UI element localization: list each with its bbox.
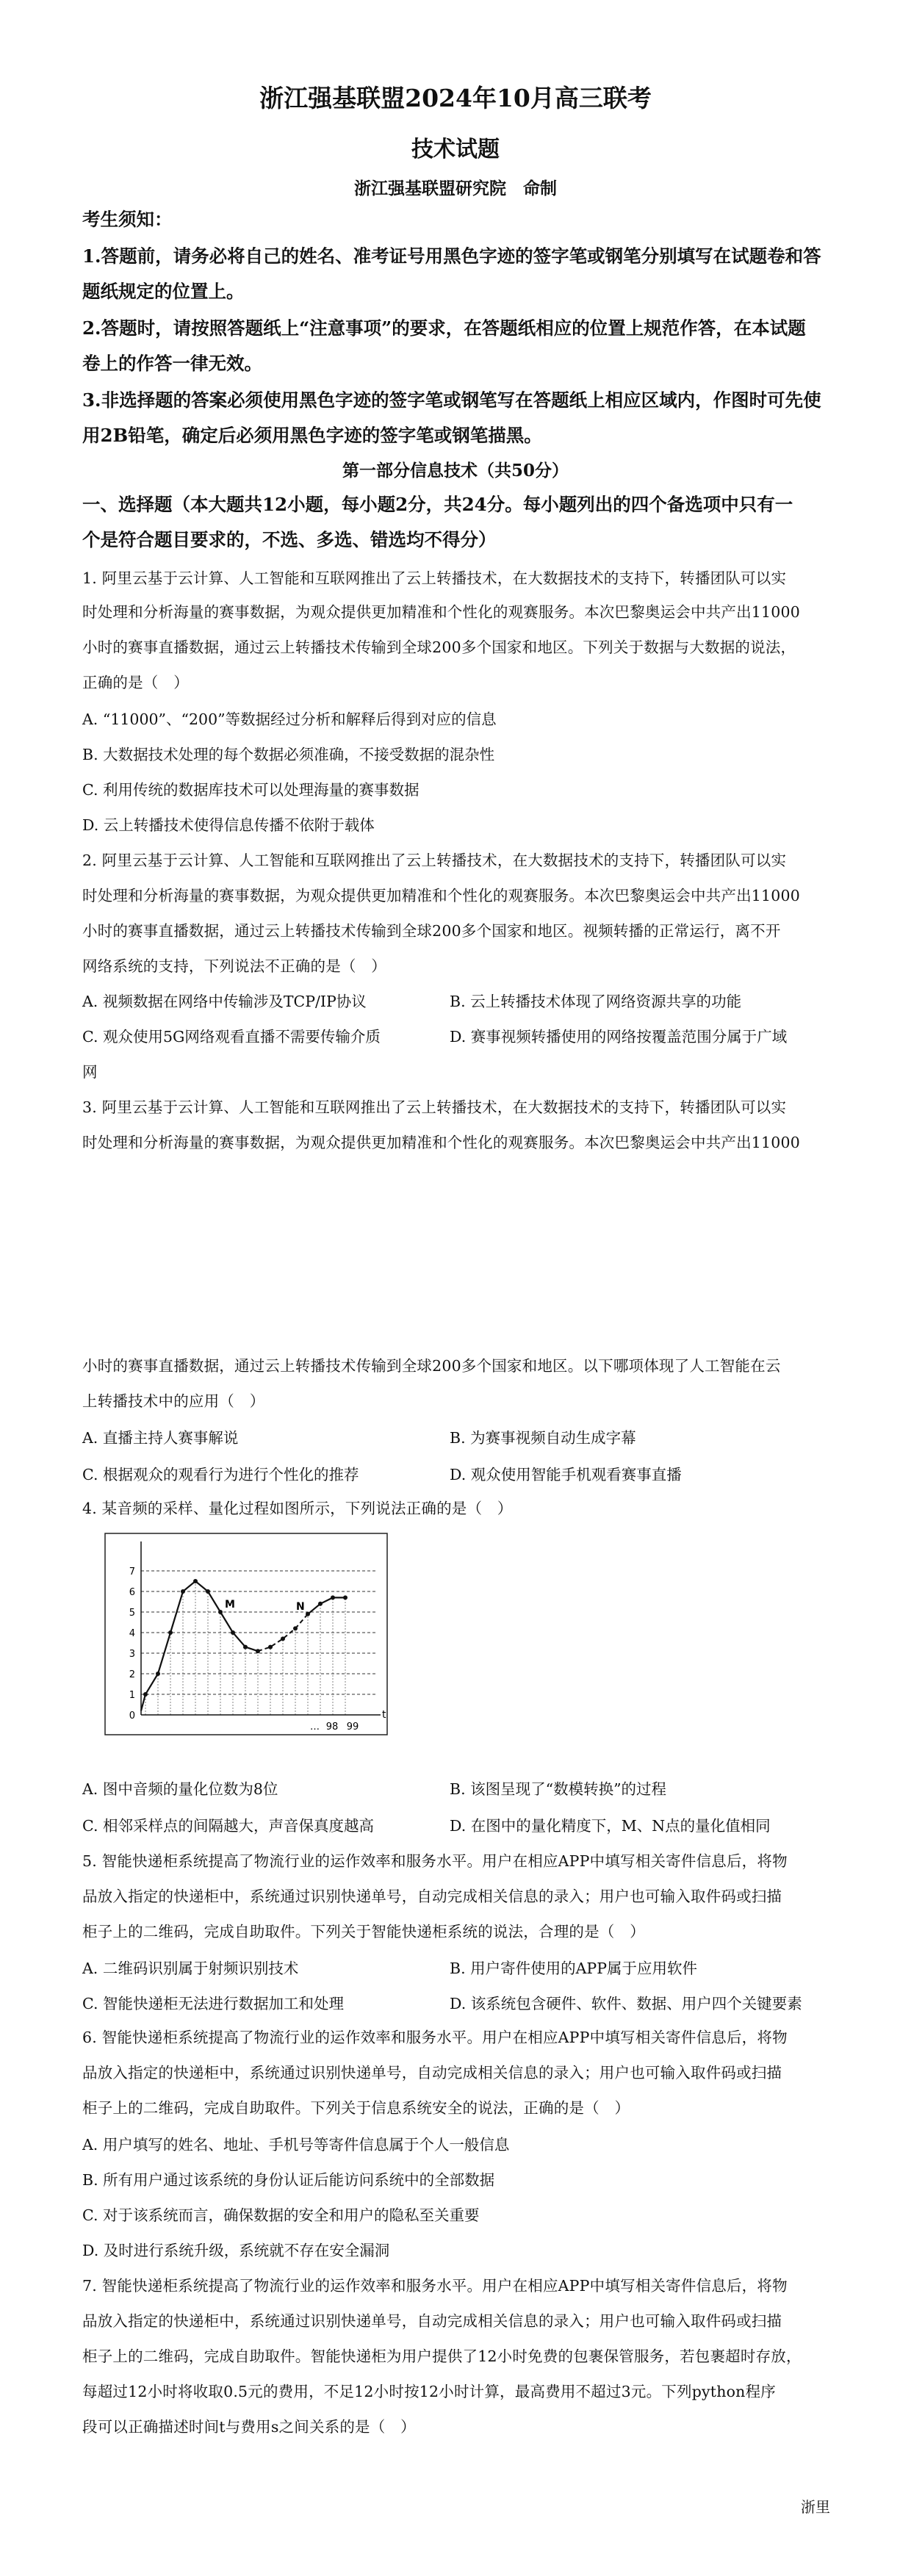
question-1-option-c: C. 利用传统的数据库技术可以处理海量的赛事数据 [82, 781, 420, 799]
question-5-option-a: A. 二维码识别属于射频识别技术 [82, 1960, 299, 1977]
sample-point [218, 1610, 223, 1614]
question-1-text: 小时的赛事直播数据，通过云上转播技术传输到全球200多个国家和地区。下列关于数据与大数据的说法， [82, 638, 796, 656]
annotation-label: N [296, 1600, 305, 1613]
sample-point [156, 1672, 160, 1676]
question-6-option-c: C. 对于该系统而言，确保数据的安全和用户的隐私至关重要 [82, 2206, 480, 2224]
sample-point [231, 1630, 235, 1635]
question-1-option-b: B. 大数据技术处理的每个数据必须准确，不接受数据的混杂性 [82, 746, 495, 763]
notice-line: 题纸规定的位置上。 [82, 281, 245, 302]
sample-point [306, 1612, 310, 1616]
author-line: 浙江强基联盟研究院 命制 [354, 179, 557, 198]
signal-curve-solid [141, 1581, 258, 1710]
y-tick-label: 7 [129, 1566, 135, 1577]
x-tick-label: 98 [325, 1721, 339, 1733]
sample-point [293, 1626, 298, 1630]
question-6-option-a: A. 用户填写的姓名、地址、手机号等寄件信息属于个人一般信息 [82, 2136, 510, 2154]
question-7-text: 7. 智能快递柜系统提高了物流行业的运作效率和服务水平。用户在相应APP中填写相关寄件信息后，将物 [82, 2277, 788, 2295]
question-1-text: 时处理和分析海量的赛事数据，为观众提供更加精准和个性化的观赛服务。本次巴黎奥运会中共产出11000 [82, 603, 801, 621]
question-7-text: 段可以正确描述时间t与费用s之间关系的是（ ） [82, 2418, 416, 2436]
question-1-option-a: A. “11000”、“200”等数据经过分析和解释后得到对应的信息 [82, 710, 497, 728]
question-2-text: 网络系统的支持，下列说法不正确的是（ ） [82, 957, 386, 975]
part1-title: 第一部分信息技术（共50分） [342, 461, 569, 481]
y-tick-label: 2 [129, 1669, 135, 1680]
y-tick-label: 1 [129, 1690, 135, 1701]
annotation-label: M [225, 1599, 235, 1611]
question-3-text: 上转播技术中的应用（ ） [82, 1392, 265, 1410]
exam-title: 浙江强基联盟2024年10月高三联考 [259, 84, 652, 112]
question-3-option-c: C. 根据观众的观看行为进行个性化的推荐 [82, 1466, 359, 1483]
y-tick-label: 5 [129, 1608, 135, 1619]
question-7-text: 每超过12小时将收取0.5元的费用，不足12小时按12小时计算，最高费用不超过3元。下列python程序 [82, 2383, 776, 2400]
question-5-text: 5. 智能快递柜系统提高了物流行业的运作效率和服务水平。用户在相应APP中填写相关寄件信息后，将物 [82, 1852, 788, 1870]
question-2-option-b: B. 云上转播技术体现了网络资源共享的功能 [450, 993, 742, 1010]
x-tick-label: 99 [346, 1721, 359, 1733]
notice-heading: 考生须知： [82, 209, 173, 230]
chart-frame [105, 1533, 387, 1735]
page-footer: 浙里 [801, 2498, 830, 2516]
question-2-option-d: D. 赛事视频转播使用的网络按覆盖范围分属于广域 [450, 1028, 788, 1046]
notice-line: 3.非选择题的答案必须使用黑色字迹的签字笔或钢笔写在答题纸上相应区域内，作图时可先使 [82, 389, 821, 411]
question-1-text: 正确的是（ ） [82, 674, 189, 691]
subject-title: 技术试题 [411, 137, 500, 162]
question-3-option-d: D. 观众使用智能手机观看赛事直播 [450, 1466, 682, 1483]
notice-line: 2.答题时，请按照答题纸上“注意事项”的要求，在答题纸相应的位置上规范作答，在本试题 [82, 317, 806, 339]
sampling-chart [103, 1531, 389, 1737]
x-axis-label: t [382, 1709, 386, 1721]
question-7-text: 柜子上的二维码，完成自助取件。智能快递柜为用户提供了12小时免费的包裹保管服务，若包裹超时存放， [82, 2347, 802, 2365]
question-2-text: 2. 阿里云基于云计算、人工智能和互联网推出了云上转播技术，在大数据技术的支持下，转播团队可以实 [82, 852, 787, 869]
question-2-option-a: A. 视频数据在网络中传输涉及TCP/IP协议 [82, 993, 367, 1010]
question-1-option-d: D. 云上转播技术使得信息传播不依附于载体 [82, 816, 375, 834]
sample-point [256, 1649, 260, 1653]
sample-point [143, 1692, 148, 1697]
chart-curve [141, 1581, 345, 1710]
question-2-option-d-cont: 网 [82, 1063, 98, 1081]
question-4-option-d: D. 在图中的量化精度下，M、N点的量化值相同 [450, 1817, 771, 1835]
question-3-option-b: B. 为赛事视频自动生成字幕 [450, 1429, 636, 1447]
question-2-option-c: C. 观众使用5G网络观看直播不需要传输介质 [82, 1028, 381, 1046]
sample-point [281, 1636, 285, 1641]
sample-point [206, 1589, 210, 1594]
sample-point [331, 1595, 335, 1600]
question-6-text: 柜子上的二维码，完成自助取件。下列关于信息系统安全的说法，正确的是（ ） [82, 2099, 630, 2117]
section-heading: 个是符合题目要求的，不选、多选、错选均不得分） [82, 529, 497, 550]
notice-line: 用2B铅笔，确定后必须用黑色字迹的签字笔或钢笔描黑。 [82, 425, 542, 446]
x-ellipsis: … [310, 1721, 320, 1733]
question-3-option-a: A. 直播主持人赛事解说 [82, 1429, 239, 1447]
question-5-text: 品放入指定的快递柜中，系统通过识别快递单号，自动完成相关信息的录入；用户也可输入取件码或扫描 [82, 1888, 782, 1905]
y-tick-label: 3 [129, 1649, 135, 1660]
question-6-option-d: D. 及时进行系统升级，系统就不存在安全漏洞 [82, 2242, 390, 2259]
sample-point [243, 1645, 248, 1649]
sample-point [193, 1579, 198, 1583]
question-7-text: 品放入指定的快递柜中，系统通过识别快递单号，自动完成相关信息的录入；用户也可输入取件码或扫描 [82, 2312, 782, 2330]
sample-point [181, 1589, 185, 1594]
question-1-text: 1. 阿里云基于云计算、人工智能和互联网推出了云上转播技术，在大数据技术的支持下，转播团队可以实 [82, 569, 787, 587]
question-5-option-d: D. 该系统包含硬件、软件、数据、用户四个关键要素 [450, 1995, 802, 2012]
question-6-text: 6. 智能快递柜系统提高了物流行业的运作效率和服务水平。用户在相应APP中填写相关寄件信息后，将物 [82, 2029, 788, 2046]
sample-point [268, 1645, 273, 1649]
y-tick-label: 6 [129, 1587, 135, 1598]
question-4-text: 4. 某音频的采样、量化过程如图所示，下列说法正确的是（ ） [82, 1500, 513, 1517]
question-4-option-a: A. 图中音频的量化位数为8位 [82, 1780, 278, 1798]
y-tick-label: 0 [129, 1710, 135, 1721]
notice-line: 1.答题前，请务必将自己的姓名、准考证号用黑色字迹的签字笔或钢笔分别填写在试题卷和答 [82, 245, 821, 267]
question-2-text: 小时的赛事直播数据，通过云上转播技术传输到全球200多个国家和地区。视频转播的正常运行，离不开 [82, 922, 781, 940]
question-6-option-b: B. 所有用户通过该系统的身份认证后能访问系统中的全部数据 [82, 2171, 495, 2189]
chart-axes [141, 1541, 381, 1715]
y-tick-label: 4 [129, 1628, 135, 1639]
question-3-text: 时处理和分析海量的赛事数据，为观众提供更加精准和个性化的观赛服务。本次巴黎奥运会中共产出11000 [82, 1134, 801, 1151]
chart-grid [141, 1571, 376, 1715]
sample-point [168, 1630, 173, 1635]
question-2-text: 时处理和分析海量的赛事数据，为观众提供更加精准和个性化的观赛服务。本次巴黎奥运会中共产出11000 [82, 887, 801, 904]
question-4-option-c: C. 相邻采样点的间隔越大，声音保真度越高 [82, 1817, 374, 1835]
question-5-option-c: C. 智能快递柜无法进行数据加工和处理 [82, 1995, 344, 2012]
question-3-text: 小时的赛事直播数据，通过云上转播技术传输到全球200多个国家和地区。以下哪项体现了人工智能在云 [82, 1357, 781, 1375]
signal-curve-solid [308, 1597, 345, 1613]
question-5-text: 柜子上的二维码，完成自助取件。下列关于智能快递柜系统的说法，合理的是（ ） [82, 1923, 645, 1940]
notice-line: 卷上的作答一律无效。 [82, 353, 262, 374]
question-4-option-b: B. 该图呈现了“数模转换”的过程 [450, 1780, 667, 1798]
question-5-option-b: B. 用户寄件使用的APP属于应用软件 [450, 1960, 697, 1977]
question-3-text: 3. 阿里云基于云计算、人工智能和互联网推出了云上转播技术，在大数据技术的支持下，转播团队可以实 [82, 1098, 787, 1116]
sample-point [343, 1595, 348, 1600]
sample-point [318, 1602, 323, 1606]
section-heading: 一、选择题（本大题共12小题，每小题2分，共24分。每小题列出的四个备选项中只有一 [82, 494, 793, 515]
question-6-text: 品放入指定的快递柜中，系统通过识别快递单号，自动完成相关信息的录入；用户也可输入取件码或扫描 [82, 2064, 782, 2082]
